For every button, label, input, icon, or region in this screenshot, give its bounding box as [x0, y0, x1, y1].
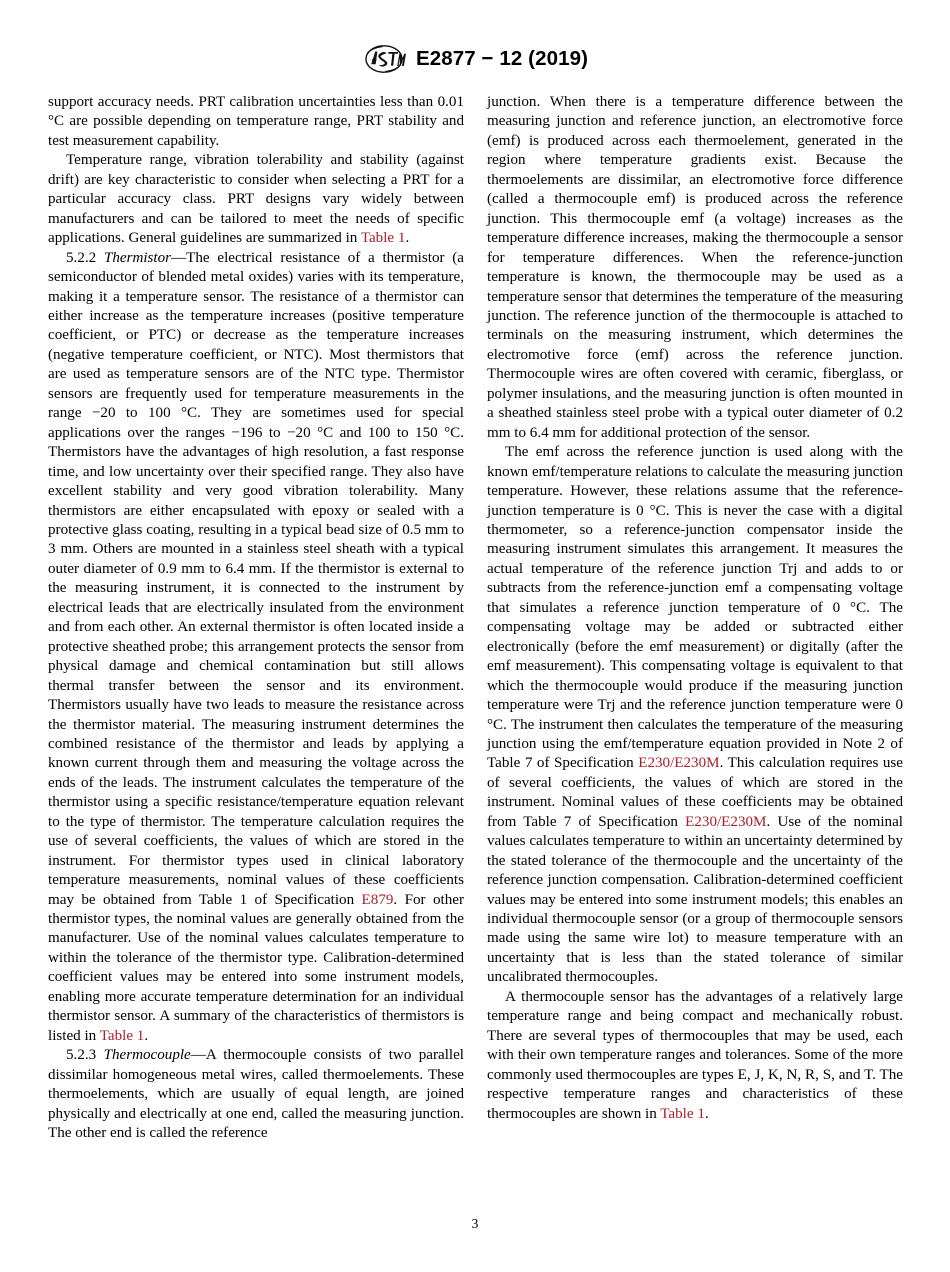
document-title: E2877 − 12 (2019): [415, 47, 589, 70]
left-column: [48, 93, 464, 1203]
reference-link[interactable]: Table 1: [99, 1027, 145, 1044]
paragraph-emf-reference-junction: The emf across the reference junction is used along with the known emf/temperature relations to calculate the measuring junction temperature. However, these relations assume that the reference-junction temperature is 0 °C. This is never the case with a digital thermometer, so a reference-junction compensator inside the measuring instrument simulates this arrangement. It measures the actual temperature of the reference junction Trj and adds to or subtracts from the reference-junction emf a compensating voltage that simulates a reference junction temperature of 0 °C. The compensating voltage may be added or subtracted either electronically (before the emf measurement) or digitally (after the emf measurement). This compensating voltage is equivalent to that which the thermocouple would produce if the measuring junction temperature were Trj and the reference junction temperature were 0 °C. The instrument then calculates the temperature of the measuring junction using the emf/temperature equation provided in Note 2 of Table 7 of Specification E230/E230M. This calculation requires use of several coefficients, the values of which are stored in the instrument. Nominal values of these coefficients may be obtained from Table 7 of Specification E230/E230M. Use of the nominal values calculates temperature to within an uncertainty determined by the stated tolerance of the thermocouple and the uncertainty of the reference junction compensation. Calibration-determined coefficient values may be entered into some instrument models; this enables an individual thermocouple sensor (or a group of thermocouple sensors made using the same wire lot) to measure temperature with an uncertainty that is less than the stated tolerance of similar uncalibrated thermocouples.: [487, 444, 903, 986]
astm-logo-icon: [362, 44, 406, 74]
term-emphasis: Thermistor: [103, 249, 172, 266]
paragraph-prt-selection: Temperature range, vibration tolerability and stability (against drift) are key characteristic to consider when selecting a PRT for a particular accuracy class. PRT designs vary widely between manufacturers and can be tailored to meet the needs of specific applications. General guidelines are summarized in Table 1.: [48, 152, 464, 247]
paragraph-prt-continuation: support accuracy needs. PRT calibration uncertainties less than 0.01 °C are possible depending on temperature range, PRT stability and test measurement capability.: [48, 94, 464, 149]
paragraph-thermocouple-advantages: A thermocouple sensor has the advantages of a relatively large temperature range and being compact and mechanically robust. There are several types of thermocouples that may be used, each with their own temperature ranges and tolerances. Some of the more commonly used thermocouples are types E, J, K, N, R, S, and T. The respective temperature ranges and characteristics of these thermocouples are shown in Table 1.: [487, 988, 903, 1122]
page-footer: [0, 1216, 950, 1232]
reference-link[interactable]: Table 1: [660, 1105, 705, 1122]
page-number: 3: [471, 1216, 479, 1231]
reference-link[interactable]: E230/E230M: [638, 755, 720, 772]
reference-link[interactable]: E230/E230M: [685, 813, 767, 830]
paragraph-thermocouple-continuation: junction. When there is a temperature difference between the measuring junction and reference junction, an electromotive force (emf) is produced across each thermoelement, generated in the region where temperature gradients exist. Because the thermoelements are dissimilar, an electromotive force difference (called a thermocouple emf) is produced across the reference junction. This thermocouple emf (a voltage) increases as the temperature difference increases, making the thermocouple a sensor for temperature differences. When the reference-junction temperature is known, the thermocouple may be used as a temperature sensor that determines the temperature of the measuring junction. The reference junction of the thermocouple is attached to terminals on the measuring instrument, which determines the electromotive force (emf) across the reference junction. Thermocouple wires are often covered with ceramic, fiberglass, or polymer insulations, and the measuring junction is often mounted in a sheathed stainless steel probe with a typical outer diameter of 0.2 mm to 6.4 mm for additional protection of the sensor.: [487, 94, 903, 441]
page-header: [0, 44, 950, 74]
paragraph-section-5-2-2-thermistor: 5.2.2 Thermistor—The electrical resistance of a thermistor (a semiconductor of blended metal oxides) varies with its temperature, making it a temperature sensor. The resistance of a thermistor can either increase as the temperature increases (positive temperature coefficient, or PTC) or decrease as the temperature increases (negative temperature coefficient, or NTC). Most thermistors that are used as temperature sensors are of the NTC type. Thermistor sensors are frequently used for temperature measurements in the range −20 to 100 °C. They are sometimes used for special applications over the ranges −196 to −20 °C and 100 to 150 °C. Thermistors have the advantages of high resolution, a fast response time, and low uncertainty over their specified range. They also have excellent stability and very good vibration tolerability. Many thermistors are either encapsulated with epoxy or sealed with a protective glass coating, resulting in a typical bead size of 0.5 mm to 3 mm. Others are mounted in a stainless steel sheath with a typical outer diameter of 0.9 mm to 6.4 mm. If the thermistor is external to the measuring instrument, it is connected to the instrument by electrical leads that are electrically insulated from the environment and from each other. An external thermistor is often located inside a protective sheathed probe; this arrangement protects the sensor from physical damage and chemical contamination but still allows thermal transfer between the sensor and its environment. Thermistors usually have two leads to measure the resistance across the thermistor material. The measuring instrument determines the combined resistance of the thermistor and leads by applying a known current through them and measuring the voltage across the ends of the leads. The instrument calculates the temperature of the thermistor using a specific resistance/temperature equation relevant to the type of thermistor. The temperature calculation requires the use of several coefficients, the values of which are stored in the instrument. For thermistor types used in clinical laboratory temperature measurements, nominal values of these coefficients may be obtained from Table 1 of Specification E879. For other thermistor types, the nominal values are generally obtained from the manufacturer. Use of the nominal values calculates temperature to within the tolerance of the thermistor type. Calibration-determined coefficient values may be entered into some instrument models, enabling more accurate temperature determination for an individual thermistor sensor. A summary of the characteristics of thermistors is listed in Table 1.: [48, 249, 464, 1044]
term-emphasis: Thermocouple: [103, 1047, 191, 1064]
body-columns: [48, 93, 904, 1203]
right-column: [487, 93, 903, 1203]
paragraph-section-5-2-3-thermocouple: 5.2.3 Thermocouple—A thermocouple consists of two parallel dissimilar homogeneous metal wires, called thermoelements. These thermoelements, which are usually of equal length, are joined physically and electrically at one end, called the measuring junction. The other end is called the reference: [48, 1047, 464, 1142]
reference-link[interactable]: Table 1: [360, 230, 406, 247]
reference-link[interactable]: E879: [361, 891, 394, 908]
